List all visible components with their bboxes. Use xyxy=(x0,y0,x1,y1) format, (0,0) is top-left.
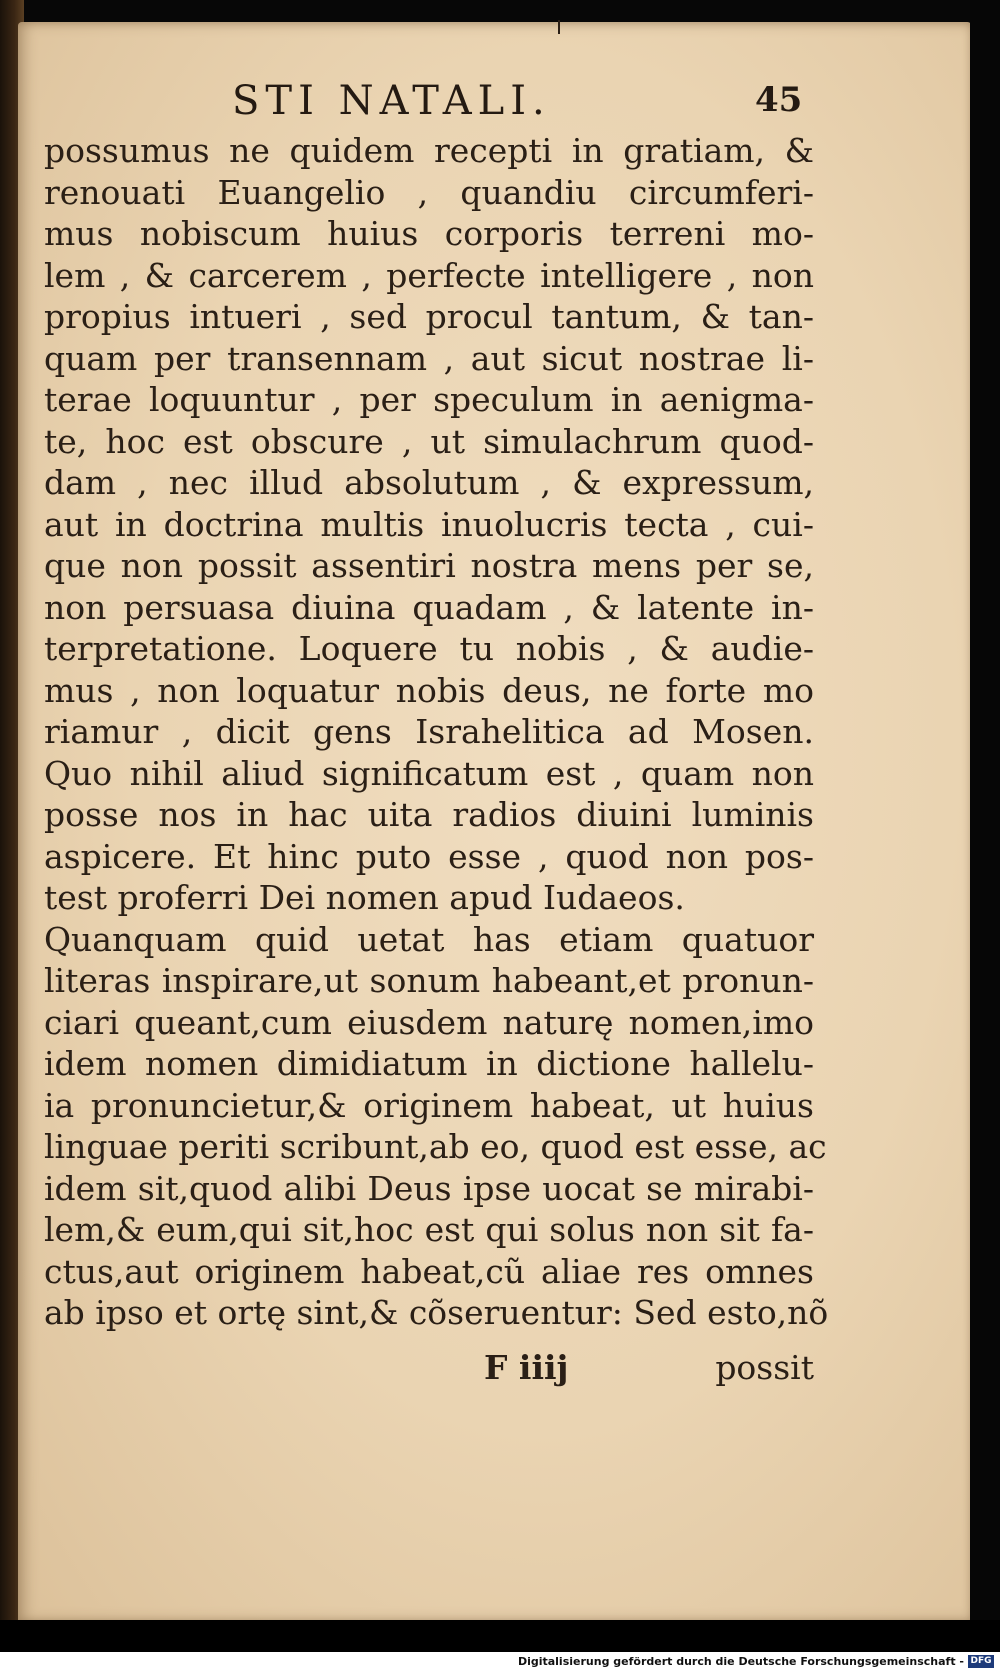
text-line: riamur , dicit gens Israhelitica ad Mosen. xyxy=(44,712,814,751)
body-text xyxy=(44,130,829,1334)
text-line: te, hoc est obscure , ut simulachrum quod- xyxy=(44,421,814,461)
text-line: literas inspirare,ut sonum habeant,et pronun- xyxy=(44,961,814,1000)
signature-mark: F iiij xyxy=(484,1348,569,1387)
scan-right-border xyxy=(970,0,1000,1672)
text-line: renouati Euangelio , quandiu circumferi- xyxy=(44,172,814,212)
text-line: lem,& eum,qui sit,hoc est qui solus non sit fa- xyxy=(44,1210,814,1249)
page-top-mark xyxy=(558,20,560,34)
text-line: possumus ne quidem recepti in gratiam, & xyxy=(44,131,814,170)
text-line: ab ipso et ortę sint,& cõseruentur: Sed esto,nõ xyxy=(44,1293,829,1332)
text-line: lem , & carcerem , perfecte intelligere , non xyxy=(44,255,814,295)
catchword: possit xyxy=(715,1348,814,1387)
text-line: terae loquuntur , per speculum in aenigma- xyxy=(44,380,814,419)
text-line: posse nos in hac uita radios diuini luminis xyxy=(44,795,814,834)
text-line: idem sit,quod alibi Deus ipse uocat se mirabi- xyxy=(44,1168,814,1208)
text-line: aspicere. Et hinc puto esse , quod non pos- xyxy=(44,836,814,876)
text-line: test proferri Dei nomen apud Iudaeos. xyxy=(44,878,685,917)
text-line: ia pronuncietur,& originem habeat, ut huius xyxy=(44,1085,814,1125)
text-line: mus nobiscum huius corporis terreni mo- xyxy=(44,214,814,253)
text-line: ciari queant,cum eiusdem naturę nomen,imo xyxy=(44,1002,814,1042)
text-line: dam , nec illud absolutum , & expressum, xyxy=(44,463,814,502)
catchline xyxy=(44,1348,814,1392)
scan-top-border xyxy=(0,0,1000,24)
text-line: propius intueri , sed procul tantum, & tan- xyxy=(44,297,814,336)
text-line: quam per transennam , aut sicut nostrae li- xyxy=(44,338,814,378)
text-line: non persuasa diuina quadam , & latente in- xyxy=(44,587,814,627)
text-line: ctus,aut originem habeat,cũ aliae res omnes xyxy=(44,1251,814,1291)
text-line: aut in doctrina multis inuolucris tecta , cui- xyxy=(44,504,814,544)
dfg-credit: Digitalisierung gefördert durch die Deutsche Forschungsgemeinschaft - xyxy=(517,1655,964,1668)
text-line: mus , non loquatur nobis deus, ne forte mo xyxy=(44,670,814,710)
text-line: terpretatione. Loquere tu nobis , & audie- xyxy=(44,629,814,668)
page-number: 45 xyxy=(755,80,803,120)
text-line: Quanquam quid uetat has etiam quatuor xyxy=(44,919,814,959)
text-line: Quo nihil aliud significatum est , quam non xyxy=(44,753,814,793)
text-line: linguae periti scribunt,ab eo, quod est esse, ac xyxy=(44,1127,827,1166)
text-line: idem nomen dimidiatum in dictione hallelu- xyxy=(44,1044,814,1083)
text-line: que non possit assentiri nostra mens per se, xyxy=(44,546,814,585)
dfg-logo-icon: DFG xyxy=(968,1655,994,1668)
running-head: STI NATALI. xyxy=(232,78,551,124)
